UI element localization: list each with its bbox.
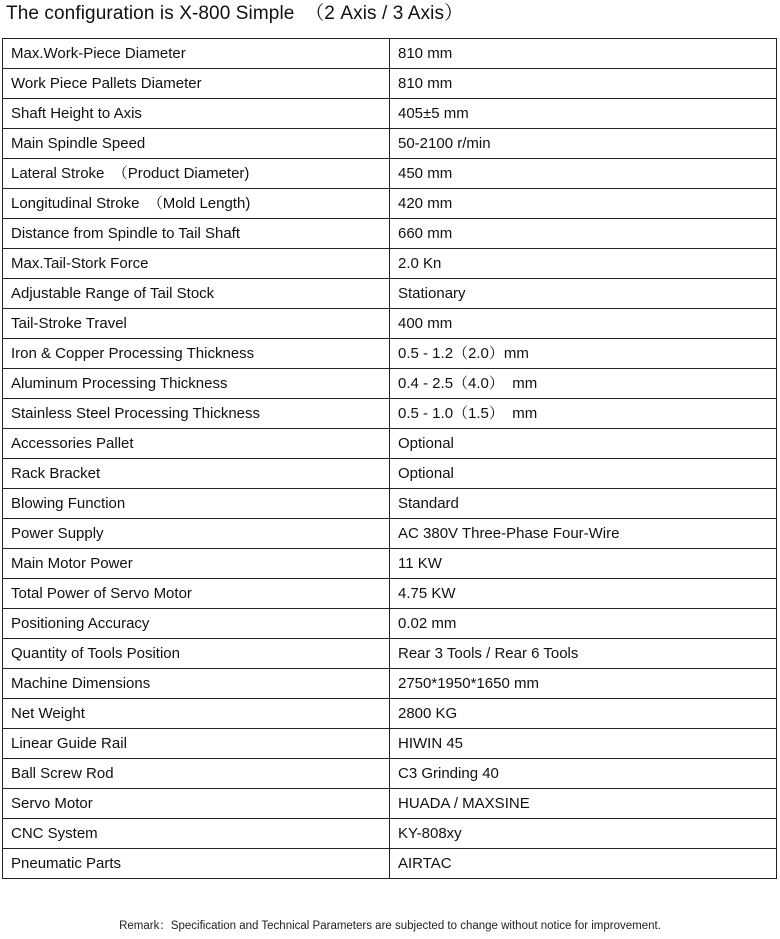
parameter-name-cell: Work Piece Pallets Diameter [3, 69, 390, 99]
parameter-name-cell: Blowing Function [3, 489, 390, 519]
table-row [3, 549, 777, 579]
table-row [3, 669, 777, 699]
parameter-value-cell: HUADA / MAXSINE [390, 789, 777, 819]
table-row [3, 159, 777, 189]
parameter-name-cell: Stainless Steel Processing Thickness [3, 399, 390, 429]
parameter-name-cell: Distance from Spindle to Tail Shaft [3, 219, 390, 249]
specification-table [2, 38, 777, 879]
table-row [3, 729, 777, 759]
parameter-value-cell: 2.0 Kn [390, 249, 777, 279]
parameter-value-cell: 2800 KG [390, 699, 777, 729]
parameter-value-cell: 2750*1950*1650 mm [390, 669, 777, 699]
table-row [3, 219, 777, 249]
table-row [3, 339, 777, 369]
parameter-value-cell: 50-2100 r/min [390, 129, 777, 159]
parameter-value-cell: Optional [390, 429, 777, 459]
parameter-value-cell: HIWIN 45 [390, 729, 777, 759]
parameter-name-cell: CNC System [3, 819, 390, 849]
parameter-value-cell: 11 KW [390, 549, 777, 579]
table-row [3, 369, 777, 399]
parameter-name-cell: Max.Tail-Stork Force [3, 249, 390, 279]
parameter-value-cell: 810 mm [390, 69, 777, 99]
parameter-name-cell: Adjustable Range of Tail Stock [3, 279, 390, 309]
table-row [3, 579, 777, 609]
parameter-name-cell: Servo Motor [3, 789, 390, 819]
remark-note: Remark：Specification and Technical Parameters are subjected to change without notice for improvement. [119, 920, 661, 932]
parameter-name-cell: Max.Work-Piece Diameter [3, 39, 390, 69]
parameter-name-cell: Main Spindle Speed [3, 129, 390, 159]
specification-table-body [3, 39, 777, 879]
parameter-name-cell: Positioning Accuracy [3, 609, 390, 639]
table-row [3, 279, 777, 309]
parameter-value-cell: KY-808xy [390, 819, 777, 849]
table-row [3, 249, 777, 279]
table-row [3, 639, 777, 669]
table-row [3, 39, 777, 69]
table-row [3, 849, 777, 879]
page-title: The configuration is X-800 Simple （2 Axis / 3 Axis） [6, 3, 464, 24]
parameter-name-cell: Lateral Stroke （Product Diameter) [3, 159, 390, 189]
parameter-value-cell: AC 380V Three-Phase Four-Wire [390, 519, 777, 549]
parameter-value-cell: 0.5 - 1.2（2.0）mm [390, 339, 777, 369]
table-row [3, 759, 777, 789]
parameter-value-cell: 0.02 mm [390, 609, 777, 639]
parameter-value-cell: 400 mm [390, 309, 777, 339]
parameter-name-cell: Total Power of Servo Motor [3, 579, 390, 609]
table-row [3, 519, 777, 549]
table-row [3, 189, 777, 219]
parameter-value-cell: 420 mm [390, 189, 777, 219]
table-row [3, 489, 777, 519]
table-row [3, 309, 777, 339]
table-row [3, 429, 777, 459]
table-row [3, 129, 777, 159]
parameter-name-cell: Iron & Copper Processing Thickness [3, 339, 390, 369]
parameter-value-cell: AIRTAC [390, 849, 777, 879]
parameter-value-cell: C3 Grinding 40 [390, 759, 777, 789]
parameter-name-cell: Pneumatic Parts [3, 849, 390, 879]
parameter-name-cell: Main Motor Power [3, 549, 390, 579]
parameter-value-cell: Rear 3 Tools / Rear 6 Tools [390, 639, 777, 669]
table-row [3, 69, 777, 99]
parameter-value-cell: Optional [390, 459, 777, 489]
table-row [3, 99, 777, 129]
parameter-name-cell: Net Weight [3, 699, 390, 729]
table-row [3, 789, 777, 819]
parameter-value-cell: 0.4 - 2.5（4.0） mm [390, 369, 777, 399]
parameter-name-cell: Aluminum Processing Thickness [3, 369, 390, 399]
parameter-name-cell: Machine Dimensions [3, 669, 390, 699]
parameter-name-cell: Rack Bracket [3, 459, 390, 489]
parameter-value-cell: 405±5 mm [390, 99, 777, 129]
parameter-value-cell: 0.5 - 1.0（1.5） mm [390, 399, 777, 429]
table-row [3, 699, 777, 729]
parameter-value-cell: 4.75 KW [390, 579, 777, 609]
table-row [3, 459, 777, 489]
parameter-name-cell: Longitudinal Stroke （Mold Length) [3, 189, 390, 219]
parameter-name-cell: Power Supply [3, 519, 390, 549]
parameter-value-cell: 450 mm [390, 159, 777, 189]
parameter-name-cell: Tail-Stroke Travel [3, 309, 390, 339]
parameter-name-cell: Quantity of Tools Position [3, 639, 390, 669]
table-row [3, 819, 777, 849]
parameter-value-cell: Stationary [390, 279, 777, 309]
parameter-value-cell: Standard [390, 489, 777, 519]
parameter-name-cell: Ball Screw Rod [3, 759, 390, 789]
parameter-value-cell: 660 mm [390, 219, 777, 249]
parameter-value-cell: 810 mm [390, 39, 777, 69]
parameter-name-cell: Shaft Height to Axis [3, 99, 390, 129]
table-row [3, 399, 777, 429]
parameter-name-cell: Linear Guide Rail [3, 729, 390, 759]
table-row [3, 609, 777, 639]
parameter-name-cell: Accessories Pallet [3, 429, 390, 459]
